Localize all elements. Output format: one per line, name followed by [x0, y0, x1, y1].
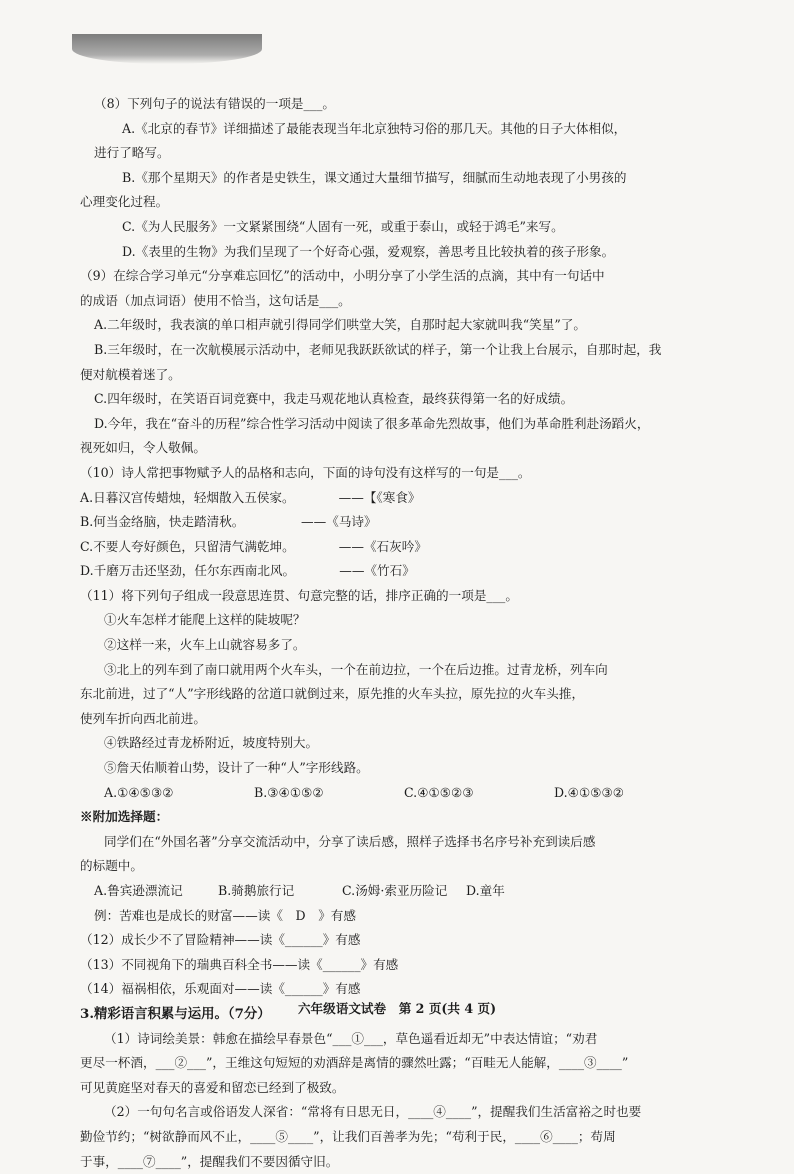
- q11-options: [80, 781, 680, 806]
- question-line: ③北上的列车到了南口就用两个火车头，一个在前边拉，一个在后边推。过青龙桥，列车向: [104, 661, 608, 677]
- question-line: （8）下列句子的说法有错误的一项是___。: [94, 96, 335, 111]
- question-line: C.《为人民服务》一文紧紧围绕“人固有一死，或重于泰山，或轻于鸿毛”来写。: [122, 218, 564, 234]
- question-line: A.日暮汉宫传蜡烛，轻烟散入五侯家。 ——【《寒食》: [80, 489, 421, 505]
- book-option: A.鲁宾逊漂流记: [94, 883, 183, 898]
- section3-line: （1）诗词绘美景：韩愈在描绘早春景色“___①___，草色遥看近却无”中表达情谊；“劝君: [104, 1030, 598, 1046]
- question-line: 视死如归，令人敬佩。: [80, 440, 206, 456]
- question-line: C.四年级时，在笑语百词竞赛中，我走马观花地认真检查，最终获得第一名的好成绩。: [94, 391, 574, 407]
- sub-question-line: （12）成长少不了冒险精神——读《______》有感: [80, 932, 361, 948]
- sub-lines: [80, 928, 680, 1002]
- book-options: [80, 879, 680, 904]
- question-line: D.《表里的生物》为我们呈现了一个好奇心强，爱观察，善思考且比较执着的孩子形象。: [122, 243, 615, 259]
- section3-line: 更尽一杯酒，___②___”，王维这句短短的劝酒辞是离情的骤然吐露；“百畦无人能解，____③____”: [80, 1055, 629, 1071]
- question-line: ⑤詹天佑顺着山势，设计了一种“人”字形线路。: [104, 760, 369, 776]
- section3-line: 可见黄庭坚对春天的喜爱和留恋已经到了极致。: [80, 1079, 345, 1095]
- book-option: B.骑鹅旅行记: [218, 883, 295, 898]
- extra-line: 同学们在“外国名著”分享交流活动中，分享了读后感，照样子选择书名序号补充到读后感: [104, 833, 596, 849]
- book-option: D.童年: [466, 883, 505, 898]
- question-lines: [80, 92, 680, 781]
- question-line: 使列车折向西北前进。: [80, 710, 206, 726]
- question-line: B.三年级时，在一次航模展示活动中，老师见我跃跃欲试的样子，第一个让我上台展示，自那时起，我: [94, 341, 662, 357]
- extra-line: 的标题中。: [80, 858, 143, 874]
- question-line: 东北前进，过了“人”字形线路的岔道口就倒过来，原先推的火车头拉，原先拉的火车头推，: [80, 686, 585, 702]
- section3-line: 于事，____⑦____”，提醒我们不要因循守旧。: [80, 1153, 339, 1169]
- extra-lines: [80, 830, 680, 879]
- question-line: 进行了略写。: [94, 145, 170, 161]
- section3-line: 勤俭节约；“树欲静而风不止，____⑤____”，让我们百善孝为先；“苟利于民，____⑥____；苟周: [80, 1128, 616, 1144]
- question-line: 便对航模着迷了。: [80, 366, 181, 382]
- question-line: D.今年，我在“奋斗的历程”综合性学习活动中阅读了很多革命先烈故事，他们为革命胜利赴汤蹈火，: [94, 415, 650, 431]
- question-line: C.不要人夸好颜色，只留清气满乾坤。 ——《石灰吟》: [80, 538, 427, 554]
- q11-option: A.①④⑤③②: [104, 784, 174, 800]
- question-line: ①火车怎样才能爬上这样的陡坡呢？: [104, 612, 306, 628]
- page-footer: 六年级语文试卷 第 2 页(共 4 页): [297, 1001, 497, 1016]
- section3-line: （2）一句句名言或俗语发人深省：“常将有日思无日，____④____”，提醒我们生活富裕之时也要: [104, 1104, 642, 1120]
- book-option: C.汤姆·索亚历险记: [342, 883, 448, 898]
- sub-question-line: （14）福祸相依，乐观面对——读《______》有感: [80, 981, 361, 997]
- section3-title: 3.精彩语言积累与运用。（7分）: [80, 1005, 271, 1022]
- sub-question-line: （13）不同视角下的瑞典百科全书——读《______》有感: [80, 956, 399, 972]
- question-line: （11）将下列句子组成一段意思连贯、句意完整的话，排序正确的一项是___。: [80, 587, 518, 603]
- question-line: B.何当金络脑，快走踏清秋。 ——《马诗》: [80, 514, 377, 530]
- question-line: B.《那个星期天》的作者是史铁生，课文通过大量细节描写，细腻而生动地表现了小男孩的: [122, 169, 627, 185]
- scan-smudge: [72, 34, 262, 64]
- question-line: D.千磨万击还坚劲，任尔东西南北风。 ——《竹石》: [80, 563, 415, 579]
- question-line: ②这样一来，火车上山就容易多了。: [104, 637, 306, 653]
- question-line: （10）诗人常把事物赋予人的品格和志向，下面的诗句没有这样写的一句是___。: [80, 464, 531, 480]
- question-line: A.《北京的春节》详细描述了最能表现当年北京独特习俗的那几天。其他的日子大体相似，: [122, 120, 627, 136]
- q11-option: D.④①⑤③②: [554, 784, 625, 800]
- q11-option: C.④①⑤②③: [404, 784, 474, 800]
- question-line: 心理变化过程。: [80, 194, 169, 210]
- question-line: ④铁路经过青龙桥附近，坡度特别大。: [104, 735, 319, 751]
- extra-title: ※附加选择题：: [80, 809, 169, 825]
- q11-option: B.③④①⑤②: [254, 784, 324, 800]
- question-line: （9）在综合学习单元“分享难忘回忆”的活动中，小明分享了小学生活的点滴，其中有一句话中: [80, 268, 605, 284]
- question-line: A.二年级时，我表演的单口相声就引得同学们哄堂大笑，自那时起大家就叫我“笑星”了。: [94, 317, 586, 333]
- example-line: 例：苦难也是成长的财富——读《 D 》有感: [94, 907, 356, 923]
- section3-lines: [80, 1027, 680, 1174]
- question-line: 的成语（加点词语）使用不恰当，这句话是___。: [80, 292, 351, 308]
